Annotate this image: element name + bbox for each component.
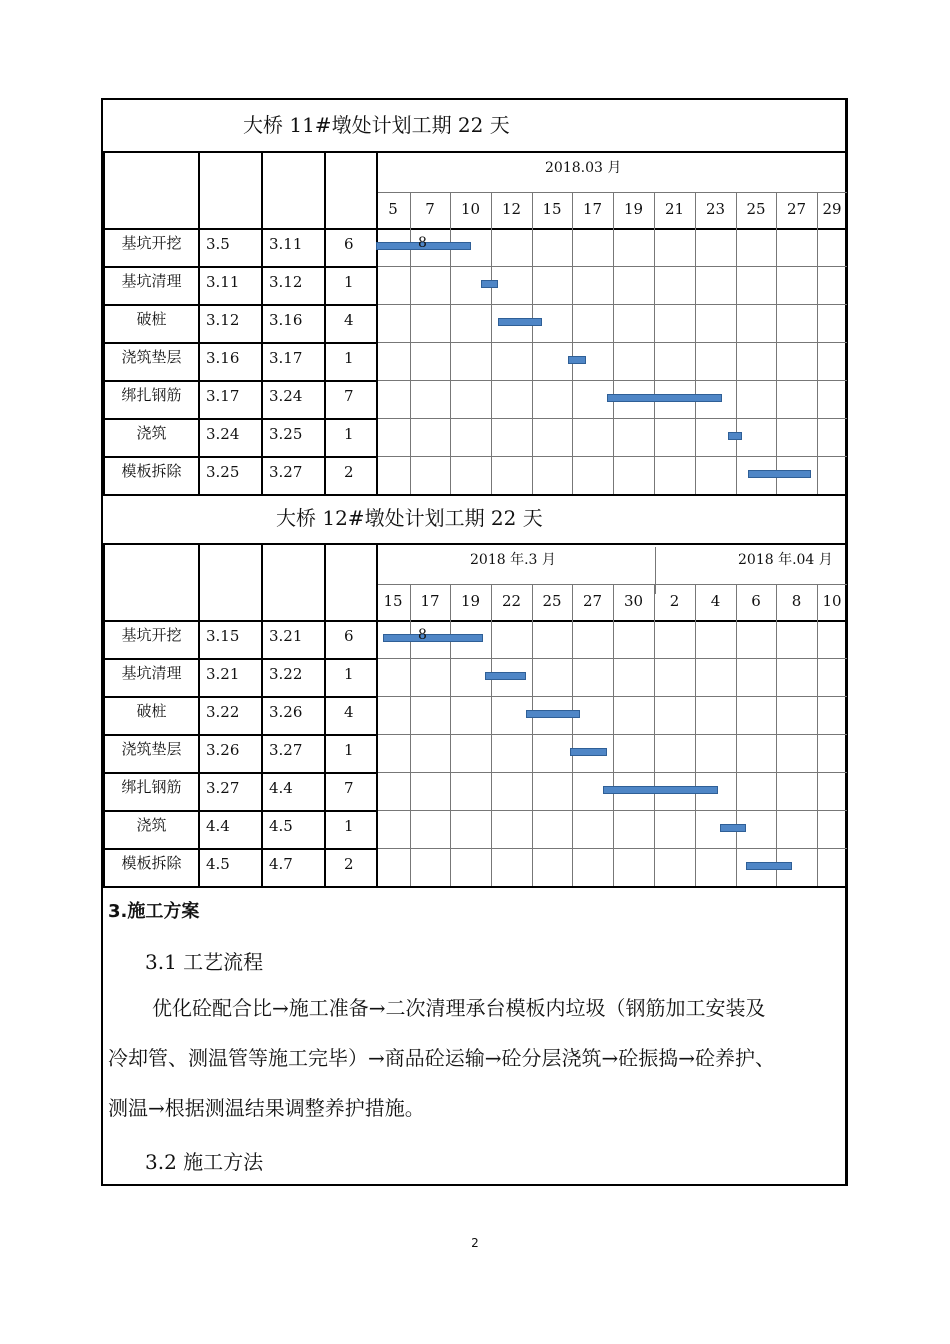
- subsection-process-flow: 3.1 工艺流程: [145, 950, 264, 974]
- table-top-rule: [103, 151, 847, 153]
- day-grid-rule: [817, 584, 818, 886]
- month-header: 2018.03 月: [545, 160, 622, 176]
- month-header: 2018 年.3 月: [470, 552, 556, 568]
- day-grid-rule: [695, 584, 696, 886]
- task-end: 3.22: [269, 665, 303, 683]
- day-label: 12: [501, 200, 522, 218]
- gantt-bar: [746, 862, 792, 870]
- gantt-bar: [481, 280, 498, 288]
- day-label: 10: [822, 592, 842, 610]
- day-label: 27: [786, 200, 807, 218]
- task-end: 3.26: [269, 703, 303, 721]
- task-start: 3.27: [206, 779, 240, 797]
- page-number: 2: [471, 1236, 479, 1250]
- task-end: 3.25: [269, 425, 303, 443]
- gantt-bar: [568, 356, 586, 364]
- day-grid-rule: [410, 192, 411, 494]
- day-grid-rule: [736, 192, 737, 494]
- gantt-bar: [748, 470, 811, 478]
- row-rule: [103, 418, 376, 420]
- task-end: 4.4: [269, 779, 293, 797]
- task-end: 3.12: [269, 273, 303, 291]
- table-title: 大桥 12#墩处计划工期 22 天: [276, 506, 543, 530]
- day-label: 15: [542, 200, 562, 218]
- day-label: 6: [751, 592, 761, 610]
- month-header: 2018 年.04 月: [738, 552, 833, 568]
- day-grid-rule: [613, 584, 614, 886]
- column-rule: [376, 151, 378, 496]
- bar-note: 8: [418, 235, 427, 251]
- row-rule: [103, 266, 376, 268]
- table-title: 大桥 11#墩处计划工期 22 天: [243, 113, 510, 137]
- column-rule: [324, 543, 326, 888]
- gantt-bar: [570, 748, 607, 756]
- column-rule: [198, 151, 200, 496]
- day-label: 7: [425, 200, 435, 218]
- row-rule: [103, 342, 376, 344]
- column-rule: [376, 543, 378, 888]
- task-start: 3.12: [206, 311, 240, 329]
- bar-note: 8: [418, 627, 427, 643]
- task-days: 4: [344, 703, 354, 721]
- task-name: 绑扎钢筋: [121, 778, 182, 796]
- task-end: 4.5: [269, 817, 293, 835]
- row-rule: [103, 658, 376, 660]
- day-grid-rule: [736, 584, 737, 886]
- day-grid-rule: [654, 192, 655, 494]
- task-name: 破桩: [136, 702, 167, 720]
- day-label: 15: [383, 592, 403, 610]
- day-grid-rule: [572, 192, 573, 494]
- day-label: 10: [460, 200, 481, 218]
- day-label: 17: [582, 200, 603, 218]
- day-label: 19: [623, 200, 644, 218]
- day-label: 17: [420, 592, 440, 610]
- task-start: 3.26: [206, 741, 240, 759]
- day-label: 5: [388, 200, 398, 218]
- task-name: 基坑清理: [121, 664, 182, 682]
- column-rule: [198, 543, 200, 888]
- day-grid-rule: [410, 584, 411, 886]
- task-days: 6: [344, 235, 354, 253]
- task-end: 3.17: [269, 349, 303, 367]
- row-rule: [103, 772, 376, 774]
- task-days: 7: [344, 387, 354, 405]
- column-rule: [324, 151, 326, 496]
- section-heading: 3.施工方案: [108, 901, 200, 922]
- task-days: 1: [344, 817, 354, 835]
- day-grid-rule: [450, 584, 451, 886]
- task-start: 3.5: [206, 235, 230, 253]
- day-label: 21: [664, 200, 685, 218]
- day-label: 8: [791, 592, 802, 610]
- task-days: 6: [344, 627, 354, 645]
- day-label: 2: [669, 592, 680, 610]
- day-grid-rule: [817, 192, 818, 494]
- task-days: 2: [344, 855, 354, 873]
- row-rule: [103, 380, 376, 382]
- gantt-bar: [485, 672, 526, 680]
- column-rule: [261, 151, 263, 496]
- task-days: 4: [344, 311, 354, 329]
- day-label: 30: [623, 592, 644, 610]
- process-flow-line-2: 冷却管、测温管等施工完毕）→商品砼运输→砼分层浇筑→砼振捣→砼养护、: [108, 1046, 776, 1070]
- day-grid-rule: [491, 192, 492, 494]
- day-label: 19: [460, 592, 481, 610]
- task-end: 3.11: [269, 235, 303, 253]
- day-grid-rule: [450, 192, 451, 494]
- task-start: 3.25: [206, 463, 240, 481]
- row-rule: [103, 734, 376, 736]
- day-grid-rule: [776, 192, 777, 494]
- task-name: 模板拆除: [121, 854, 182, 872]
- task-start: 3.11: [206, 273, 240, 291]
- gantt-bar: [498, 318, 542, 326]
- task-days: 1: [344, 665, 354, 683]
- task-start: 3.16: [206, 349, 240, 367]
- gantt-bar: [526, 710, 580, 718]
- task-name: 绑扎钢筋: [121, 386, 182, 404]
- day-grid-rule: [695, 192, 696, 494]
- table-bottom-rule: [103, 494, 847, 496]
- column-rule: [261, 543, 263, 888]
- task-name: 基坑开挖: [121, 234, 182, 252]
- subsection-construction-method: 3.2 施工方法: [145, 1150, 264, 1174]
- task-start: 3.15: [206, 627, 240, 645]
- day-label: 4: [710, 592, 721, 610]
- task-name: 基坑清理: [121, 272, 182, 290]
- task-start: 4.5: [206, 855, 230, 873]
- task-start: 3.21: [206, 665, 240, 683]
- gantt-bar: [607, 394, 722, 402]
- task-start: 3.22: [206, 703, 240, 721]
- task-end: 3.27: [269, 463, 303, 481]
- task-name: 基坑开挖: [121, 626, 182, 644]
- row-rule: [103, 456, 376, 458]
- task-start: 3.24: [206, 425, 240, 443]
- month-separator: [655, 547, 656, 594]
- row-rule: [103, 304, 376, 306]
- task-name: 破桩: [136, 310, 167, 328]
- task-end: 3.27: [269, 741, 303, 759]
- process-flow-line-1: 优化砼配合比→施工准备→二次清理承台模板内垃圾（钢筋加工安装及: [152, 996, 766, 1020]
- task-name: 浇筑垫层: [121, 740, 182, 758]
- task-days: 1: [344, 273, 354, 291]
- task-name: 浇筑: [136, 816, 167, 834]
- table-bottom-rule: [103, 886, 847, 888]
- day-grid-rule: [613, 192, 614, 494]
- day-grid-rule: [491, 584, 492, 886]
- day-label: 23: [705, 200, 726, 218]
- task-days: 7: [344, 779, 354, 797]
- task-end: 4.7: [269, 855, 293, 873]
- task-days: 1: [344, 741, 354, 759]
- table-top-rule: [103, 543, 847, 545]
- row-rule: [103, 696, 376, 698]
- task-end: 3.21: [269, 627, 303, 645]
- day-grid-rule: [776, 584, 777, 886]
- task-name: 模板拆除: [121, 462, 182, 480]
- day-label: 25: [746, 200, 766, 218]
- day-label: 29: [822, 200, 842, 218]
- row-rule: [103, 848, 376, 850]
- day-grid-rule: [532, 584, 533, 886]
- task-name: 浇筑: [136, 424, 167, 442]
- process-flow-line-3: 测温→根据测温结果调整养护措施。: [108, 1096, 425, 1120]
- gantt-bar: [383, 634, 483, 642]
- day-label: 22: [501, 592, 522, 610]
- day-label: 27: [582, 592, 603, 610]
- day-grid-rule: [572, 584, 573, 886]
- task-name: 浇筑垫层: [121, 348, 182, 366]
- task-end: 3.16: [269, 311, 303, 329]
- gantt-bar: [603, 786, 718, 794]
- gantt-bar: [728, 432, 742, 440]
- task-end: 3.24: [269, 387, 303, 405]
- task-days: 1: [344, 349, 354, 367]
- day-grid-rule: [532, 192, 533, 494]
- task-days: 2: [344, 463, 354, 481]
- task-days: 1: [344, 425, 354, 443]
- day-label: 25: [542, 592, 562, 610]
- day-grid-rule: [654, 584, 655, 886]
- task-start: 3.17: [206, 387, 240, 405]
- gantt-bar: [720, 824, 746, 832]
- task-start: 4.4: [206, 817, 230, 835]
- row-rule: [103, 810, 376, 812]
